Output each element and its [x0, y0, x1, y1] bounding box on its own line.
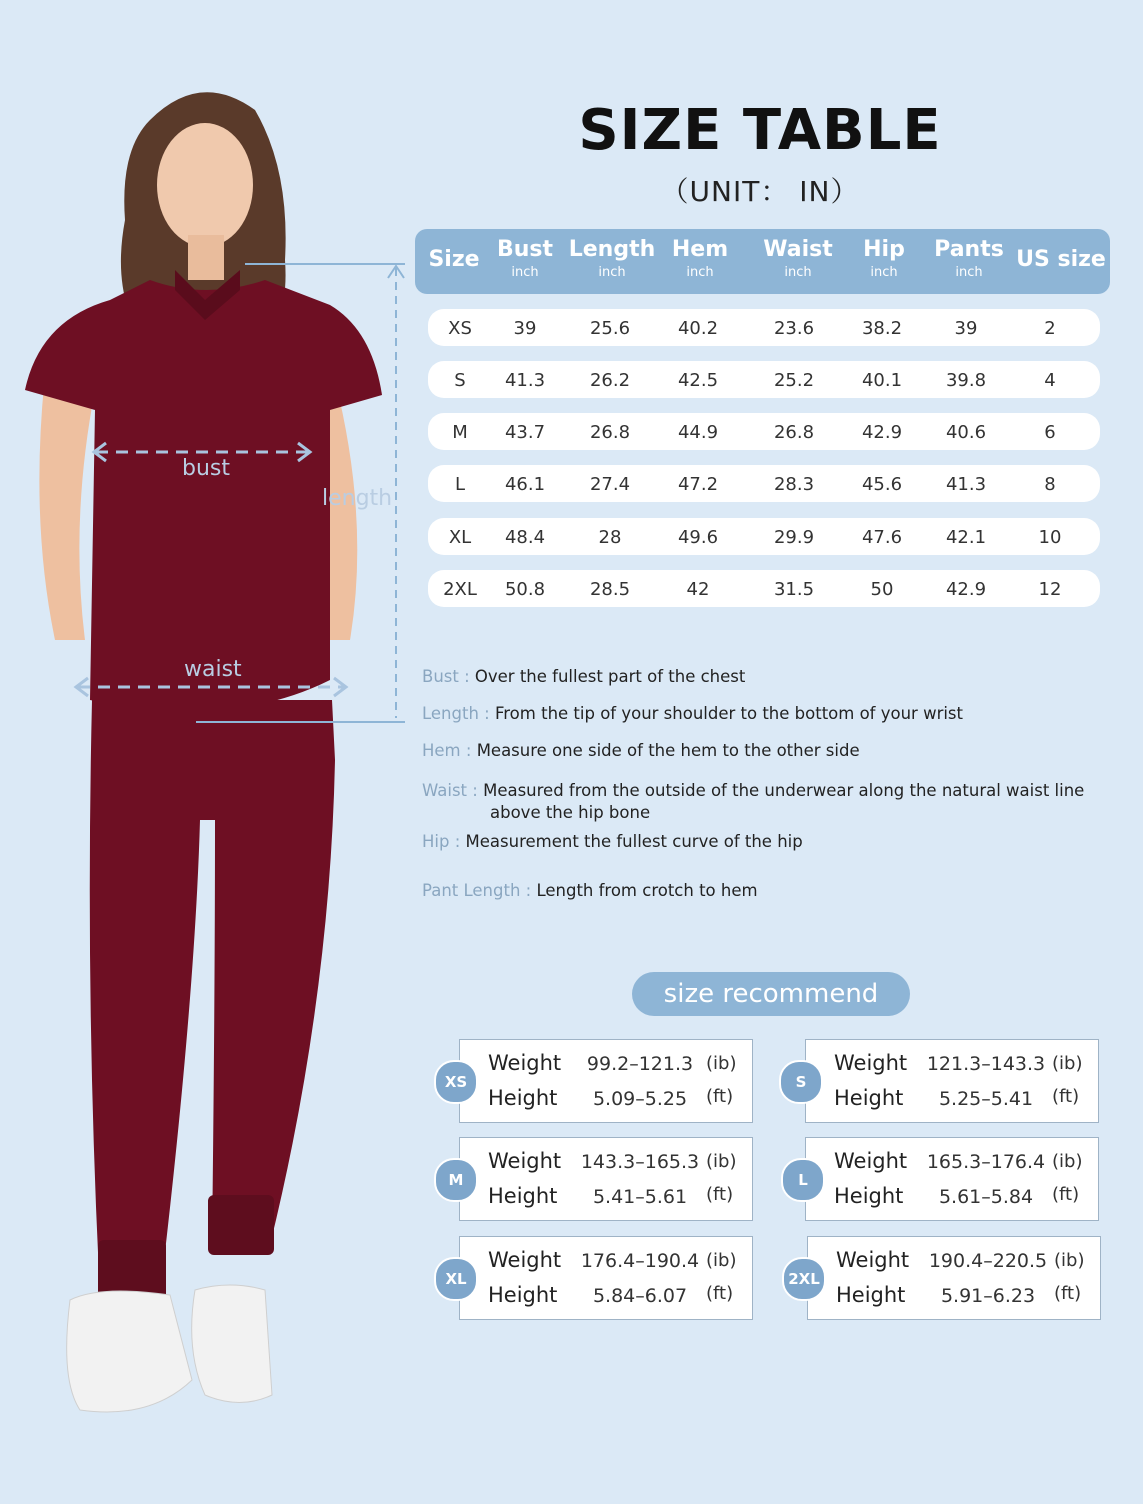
height-range: 5.84–6.07 — [592, 1285, 688, 1307]
recommend-card-xl — [459, 1236, 753, 1320]
definition-hem — [422, 740, 860, 762]
cell-pants: 40.6 — [945, 422, 987, 443]
height-label: Height — [488, 1283, 558, 1307]
header-size: Size — [428, 247, 480, 272]
cell-length: 28 — [598, 527, 622, 548]
height-label: Height — [836, 1283, 906, 1307]
cell-hem: 44.9 — [677, 422, 719, 443]
weight-range: 190.4–220.5 — [928, 1250, 1048, 1272]
cell-hem: 47.2 — [677, 474, 719, 495]
definition-text-continued: above the hip bone — [490, 803, 651, 822]
definition-term: Hem : — [422, 741, 477, 760]
cell-hip: 45.6 — [861, 474, 903, 495]
cell-hip: 42.9 — [861, 422, 903, 443]
definition-term: Pant Length : — [422, 881, 537, 900]
definition-text: Measurement the fullest curve of the hip — [465, 832, 803, 851]
header-us-size: US size — [1016, 247, 1106, 272]
cell-hem: 40.2 — [677, 318, 719, 339]
height-range: 5.61–5.84 — [938, 1186, 1034, 1208]
cell-bust: 43.7 — [504, 422, 546, 443]
cell-pants: 41.3 — [945, 474, 987, 495]
weight-range: 99.2–121.3 — [586, 1053, 694, 1075]
size-badge-2xl: 2XL — [782, 1257, 826, 1301]
definition-hip — [422, 831, 803, 853]
definition-term: Hip : — [422, 832, 466, 851]
cell-us-size: 8 — [1044, 474, 1056, 495]
cell-waist: 26.8 — [773, 422, 815, 443]
cell-us-size: 6 — [1044, 422, 1056, 443]
cell-waist: 31.5 — [773, 579, 815, 600]
cell-pants: 39 — [954, 318, 978, 339]
weight-label: Weight — [834, 1149, 908, 1173]
header-length: Length inch — [568, 237, 656, 280]
size-badge-s: S — [779, 1060, 823, 1104]
recommend-card-m — [459, 1137, 753, 1221]
header-hip: Hip inch — [863, 237, 905, 280]
definition-term: Waist : — [422, 781, 484, 800]
table-row — [428, 361, 1100, 398]
definition-term: Bust : — [422, 667, 475, 686]
bust-label: bust — [182, 456, 230, 481]
cell-hem: 42 — [686, 579, 710, 600]
height-label: Height — [834, 1086, 904, 1110]
weight-unit: (ib) — [706, 1250, 737, 1271]
page-title: SIZE TABLE — [578, 98, 942, 163]
cell-us-size: 12 — [1038, 579, 1062, 600]
cell-size: XL — [448, 527, 472, 548]
length-label: length — [322, 486, 393, 511]
weight-label: Weight — [488, 1149, 562, 1173]
model-figure — [0, 0, 420, 1500]
height-label: Height — [488, 1184, 558, 1208]
cell-waist: 29.9 — [773, 527, 815, 548]
weight-label: Weight — [488, 1051, 562, 1075]
height-range: 5.09–5.25 — [592, 1088, 688, 1110]
weight-range: 121.3–143.3 — [926, 1053, 1046, 1075]
cell-us-size: 10 — [1038, 527, 1062, 548]
height-unit: (ft) — [1052, 1184, 1080, 1205]
cell-waist: 28.3 — [773, 474, 815, 495]
cell-size: S — [454, 370, 466, 391]
definition-text: Measured from the outside of the underwear along the natural waist line — [483, 781, 1085, 800]
recommend-card-xs — [459, 1039, 753, 1123]
cell-hip: 40.1 — [861, 370, 903, 391]
cell-size: L — [454, 474, 466, 495]
definition-term: Length : — [422, 704, 495, 723]
weight-unit: (ib) — [1052, 1151, 1083, 1172]
definition-text: Over the fullest part of the chest — [474, 667, 746, 686]
weight-label: Weight — [836, 1248, 910, 1272]
weight-unit: (ib) — [706, 1053, 737, 1074]
height-label: Height — [834, 1184, 904, 1208]
cell-hip: 50 — [870, 579, 894, 600]
cell-pants: 42.1 — [945, 527, 987, 548]
cell-length: 26.8 — [589, 422, 631, 443]
cell-length: 27.4 — [589, 474, 631, 495]
definition-waist — [422, 780, 1122, 824]
cell-bust: 39 — [513, 318, 537, 339]
cell-waist: 23.6 — [773, 318, 815, 339]
cell-size: 2XL — [443, 579, 477, 600]
definition-text: Measure one side of the hem to the other side — [476, 741, 860, 760]
table-row — [428, 413, 1100, 450]
weight-unit: (ib) — [1054, 1250, 1085, 1271]
weight-unit: (ib) — [1052, 1053, 1083, 1074]
recommend-card-s — [805, 1039, 1099, 1123]
height-unit: (ft) — [706, 1283, 734, 1304]
height-range: 5.25–5.41 — [938, 1088, 1034, 1110]
cell-pants: 39.8 — [945, 370, 987, 391]
cell-length: 28.5 — [589, 579, 631, 600]
cell-bust: 41.3 — [504, 370, 546, 391]
header-hem: Hem inch — [671, 237, 729, 280]
cell-us-size: 4 — [1044, 370, 1056, 391]
definition-text: From the tip of your shoulder to the bottom of your wrist — [494, 704, 964, 723]
cell-hem: 49.6 — [677, 527, 719, 548]
height-label: Height — [488, 1086, 558, 1110]
size-table-header — [415, 229, 1110, 294]
recommend-card-l — [805, 1137, 1099, 1221]
height-range: 5.91–6.23 — [940, 1285, 1036, 1307]
cell-waist: 25.2 — [773, 370, 815, 391]
definition-pant-length — [422, 880, 758, 902]
model-illustration — [0, 0, 420, 1500]
weight-range: 176.4–190.4 — [580, 1250, 700, 1272]
table-row — [428, 518, 1100, 555]
cell-bust: 48.4 — [504, 527, 546, 548]
height-unit: (ft) — [1052, 1086, 1080, 1107]
height-unit: (ft) — [1054, 1283, 1082, 1304]
size-badge-m: M — [434, 1158, 478, 1202]
size-badge-xl: XL — [434, 1257, 478, 1301]
cell-us-size: 2 — [1044, 318, 1056, 339]
cell-hip: 47.6 — [861, 527, 903, 548]
cell-length: 25.6 — [589, 318, 631, 339]
recommend-card-2xl — [807, 1236, 1101, 1320]
cell-bust: 46.1 — [504, 474, 546, 495]
unit-caption: （UNIT： IN） — [660, 175, 860, 208]
weight-unit: (ib) — [706, 1151, 737, 1172]
cell-bust: 50.8 — [504, 579, 546, 600]
weight-label: Weight — [834, 1051, 908, 1075]
height-unit: (ft) — [706, 1086, 734, 1107]
size-badge-l: L — [781, 1158, 825, 1202]
height-unit: (ft) — [706, 1184, 734, 1205]
cell-pants: 42.9 — [945, 579, 987, 600]
definition-length — [422, 703, 963, 725]
header-waist: Waist inch — [763, 237, 833, 280]
table-row — [428, 309, 1100, 346]
waist-label: waist — [184, 657, 242, 682]
weight-range: 165.3–176.4 — [926, 1151, 1046, 1173]
definition-text: Length from crotch to hem — [536, 881, 758, 900]
cell-length: 26.2 — [589, 370, 631, 391]
header-pants: Pants inch — [934, 237, 1004, 280]
weight-label: Weight — [488, 1248, 562, 1272]
cell-hem: 42.5 — [677, 370, 719, 391]
size-recommend-title: size recommend — [632, 972, 910, 1016]
cell-size: M — [452, 422, 468, 443]
table-row — [428, 465, 1100, 502]
weight-range: 143.3–165.3 — [580, 1151, 700, 1173]
cell-size: XS — [448, 318, 472, 339]
header-bust: Bust inch — [496, 237, 554, 280]
size-badge-xs: XS — [434, 1060, 478, 1104]
height-range: 5.41–5.61 — [592, 1186, 688, 1208]
definition-bust — [422, 666, 745, 688]
table-row — [428, 570, 1100, 607]
cell-hip: 38.2 — [861, 318, 903, 339]
